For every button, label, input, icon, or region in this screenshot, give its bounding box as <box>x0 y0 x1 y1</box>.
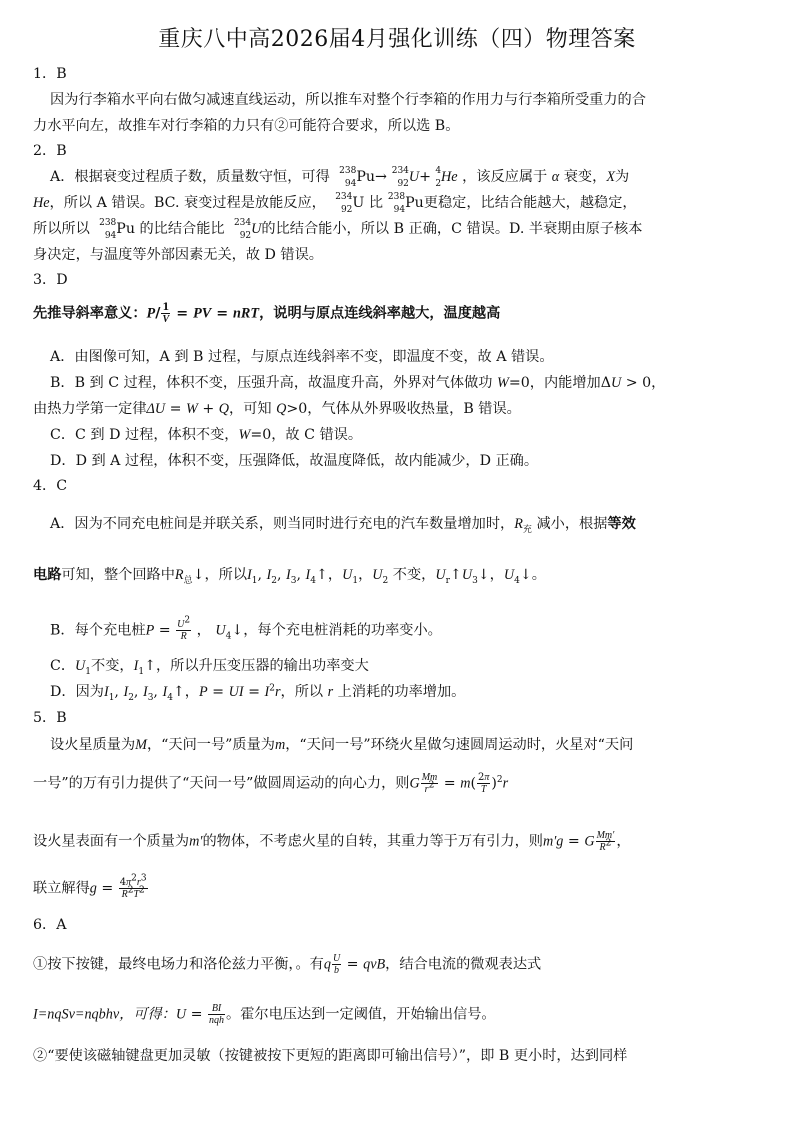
q6-line3: ②“要使该磁轴键盘更加灵敏（按键被按下更短的距离即可输出信号）”，即 B 更小时，达到同样 <box>33 1048 628 1064</box>
q6-number: 6．A <box>33 917 67 933</box>
q4-option-d: D．因为$I_1$, $I_2$, $I_3$, $I_4↑$，P = UI = $I^2r$，所以 r 上消耗的功率增加。 <box>50 683 466 703</box>
q5-line1: 设火星质量为M，“天问一号”质量为m，“天问一号”环绕火星做匀速圆周运动时，火星对“天问 <box>50 737 634 753</box>
q6-line2: I=nqSv=nqbhv，可得：U = $\frac{BI}{\text{nqh}}$ 。霍尔电压达到一定阈值，开始输出信号。 <box>33 1003 496 1026</box>
q2-line2: He，所以 A 错误。BC. 衰变过程是放能反应， 234 92 U 比 238 94 Pu更稳定，比结合能越大，越稳定， <box>33 192 637 215</box>
q5-line4: 联立解得g = $\frac{4\pi^2r^3}{R^2T^2}$ <box>33 873 147 900</box>
q1-line2: 力水平向左，故推车对行李箱的力只有②可能符合要求，所以选 B。 <box>33 118 460 134</box>
q4-option-a-line2: 电路可知，整个回路中$R_总↓$，所以$I_1$, $I_2$, $I_3$, $I_4↑$，$U_1$，$U_2$ 不变，$U_r↑U_3↓$，$U_4↓$。 <box>33 567 546 586</box>
q2-line1: A．根据衰变过程质子数，质量数守恒，可得 238 94 Pu→ 234 92 U+ 4 2 He ，该反应属于 α 衰变，X为 <box>50 166 630 189</box>
q3-heading: 先推导斜率意义：P/ $\frac{1}{V}$ = PV = nRT，说明与原点连线斜率越大，温度越高 <box>33 302 501 325</box>
q4-option-a-line1: A．因为不同充电桩间是并联关系，则当同时进行充电的汽车数量增加时，$R_充$ 减小，根据等效 <box>50 516 636 535</box>
q4-option-b: B．每个充电桩P = $\frac{U^2}{R}$ ， $U_4↓$，每个充电桩消耗的功率变小。 <box>50 615 442 642</box>
q1-number: 1．B <box>33 66 67 82</box>
q2-line4: 身决定，与温度等外部因素无关，故 D 错误。 <box>33 247 323 263</box>
q5-number: 5．B <box>33 710 67 726</box>
q3-option-d: D．D 到 A 过程，体积不变，压强降低，故温度降低，故内能减少，D 正确。 <box>50 453 539 469</box>
q2-number: 2．B <box>33 143 67 159</box>
q3-number: 3．D <box>33 272 68 288</box>
q3-option-a: A．由图像可知，A 到 B 过程，与原点连线斜率不变，即温度不变，故 A 错误。 <box>50 349 554 365</box>
q4-option-c: C．$U_1$不变，$I_1↑$，所以升压变压器的输出功率变大 <box>50 658 369 677</box>
q4-number: 4．C <box>33 478 68 494</box>
q1-line1: 因为行李箱水平向右做匀减速直线运动，所以推车对整个行李箱的作用力与行李箱所受重力的合 <box>50 92 646 108</box>
q5-line3: 设火星表面有一个质量为m′的物体，不考虑火星的自转，其重力等于万有引力，则m′g = G $\frac{Mm'}{R^2}$ ， <box>33 830 631 853</box>
q2-line3: 所以所以 238 94 Pu 的比结合能比 234 92 U的比结合能小，所以 B 正确，C 错误。D. 半衰期由原子核本 <box>33 218 643 241</box>
q5-line2: 一号”的万有引力提供了“天问一号”做圆周运动的向心力，则G $\frac{Mm}{r^2}$ = m( $\frac{2\pi}{T}$ )$^2$r <box>33 772 509 795</box>
q3-option-c: C．C 到 D 过程，体积不变，W=0，故 C 错误。 <box>50 427 363 443</box>
page-title: 重庆八中高2026届4月强化训练（四）物理答案 <box>158 27 636 52</box>
q3-option-b-line2: 由热力学第一定律ΔU = W + Q，可知 Q>0，气体从外界吸收热量，B 错误。 <box>33 401 521 417</box>
q3-option-b-line1: B．B 到 C 过程，体积不变，压强升高，故温度升高，外界对气体做功 W=0，内能增加ΔU > 0， <box>50 375 666 391</box>
q6-line1: ①按下按键，最终电场力和洛伦兹力平衡，。有q $\frac{U}{b}$ = qvB，结合电流的微观表达式 <box>33 953 542 976</box>
